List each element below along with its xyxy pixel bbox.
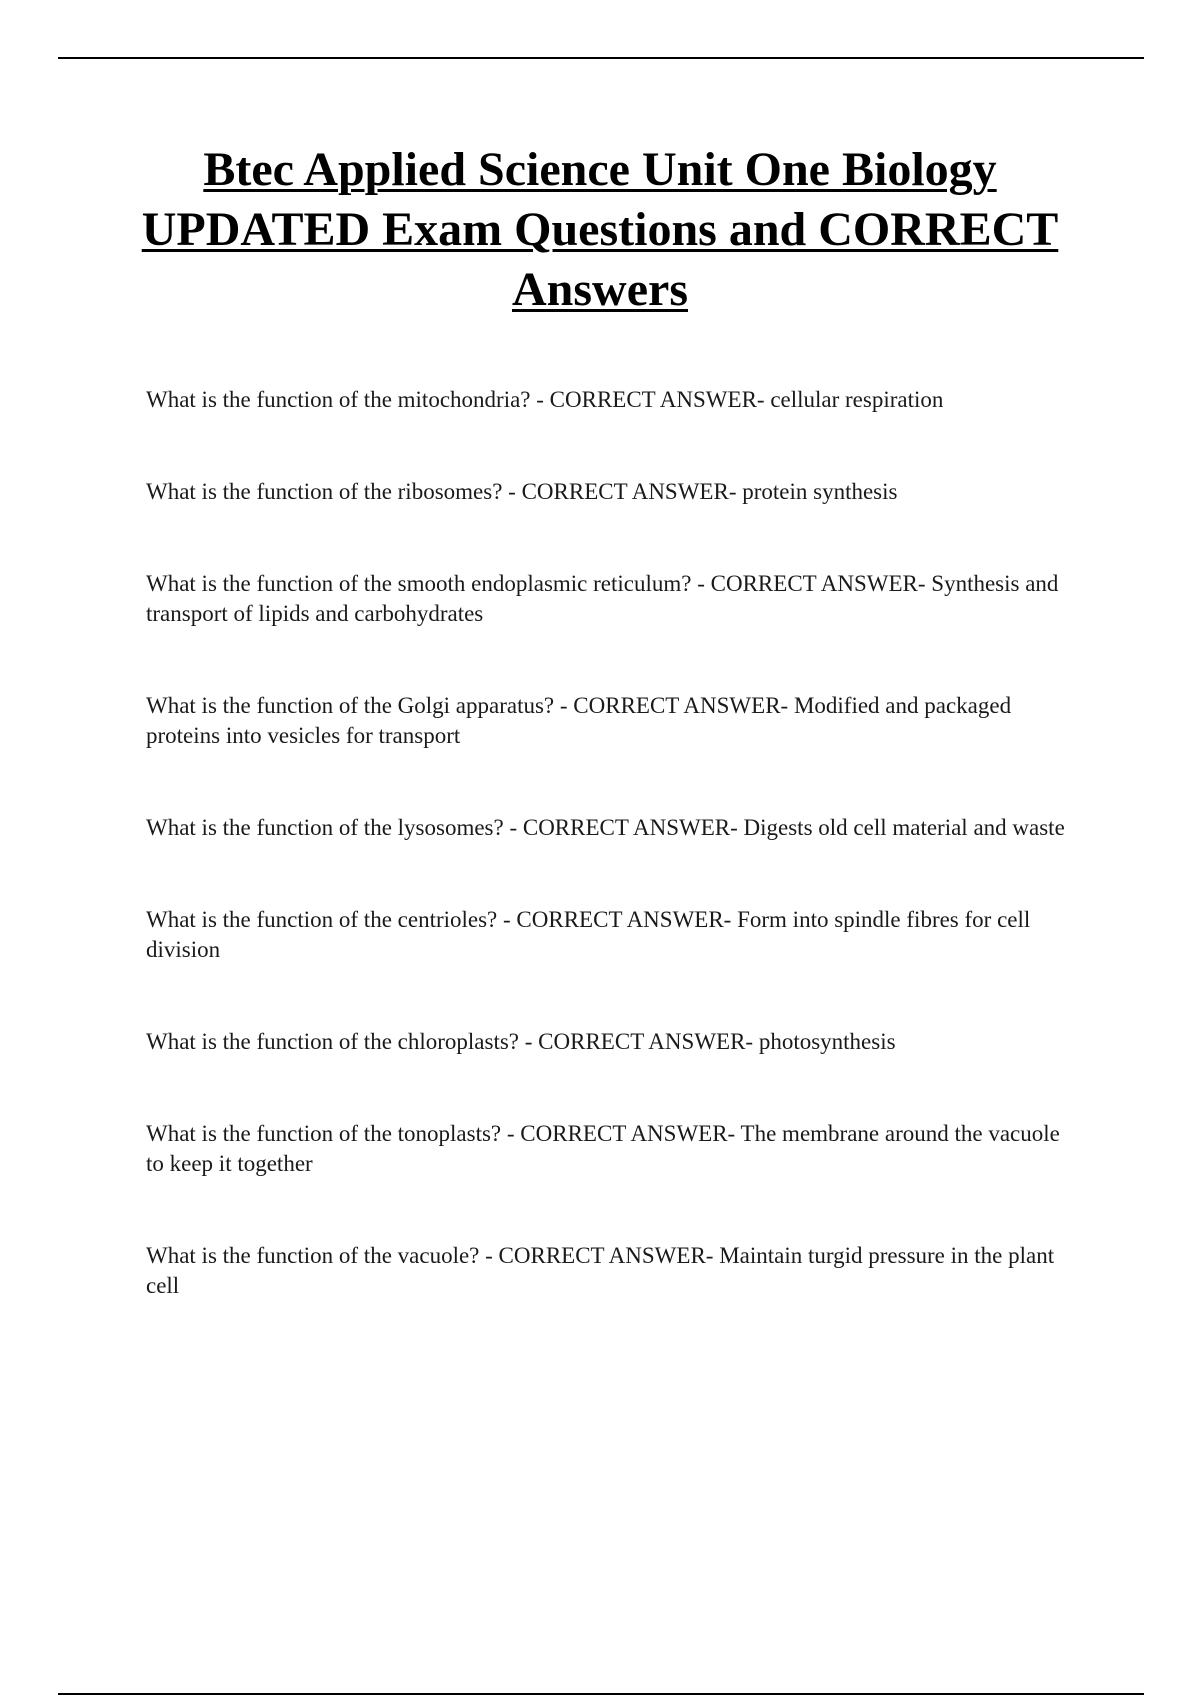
- bottom-rule: [58, 1693, 1144, 1695]
- qa-item-lysosomes: What is the function of the lysosomes? - CORRECT ANSWER- Digests old cell material and waste: [146, 815, 1065, 840]
- qa-item-tonoplasts: What is the function of the tonoplasts? - CORRECT ANSWER- The membrane around the vacuole to keep it together: [146, 1121, 1060, 1176]
- qa-item-ribosomes: What is the function of the ribosomes? - CORRECT ANSWER- protein synthesis: [146, 479, 898, 504]
- qa-item-mitochondria: What is the function of the mitochondria? - CORRECT ANSWER- cellular respiration: [146, 387, 944, 412]
- qa-item-chloroplasts: What is the function of the chloroplasts? - CORRECT ANSWER- photosynthesis: [146, 1029, 896, 1054]
- title-line-1: Btec Applied Science Unit One Biology: [203, 143, 997, 196]
- document-title: [100, 140, 1100, 320]
- qa-item-golgi: What is the function of the Golgi apparatus? - CORRECT ANSWER- Modified and packaged proteins into vesicles for transport: [146, 693, 1012, 748]
- qa-item-smooth-er: What is the function of the smooth endoplasmic reticulum? - CORRECT ANSWER- Synthesis and transport of lipids and carbohydrates: [146, 571, 1059, 626]
- title-line-2: UPDATED Exam Questions and CORRECT: [141, 203, 1059, 256]
- qa-item-vacuole: What is the function of the vacuole? - CORRECT ANSWER- Maintain turgid pressure in the plant cell: [146, 1243, 1055, 1298]
- qa-item-centrioles: What is the function of the centrioles? - CORRECT ANSWER- Form into spindle fibres for cell division: [146, 907, 1031, 962]
- title-line-3: Answers: [512, 263, 688, 316]
- question-answer-list: [146, 385, 1081, 1363]
- top-rule: [58, 57, 1144, 59]
